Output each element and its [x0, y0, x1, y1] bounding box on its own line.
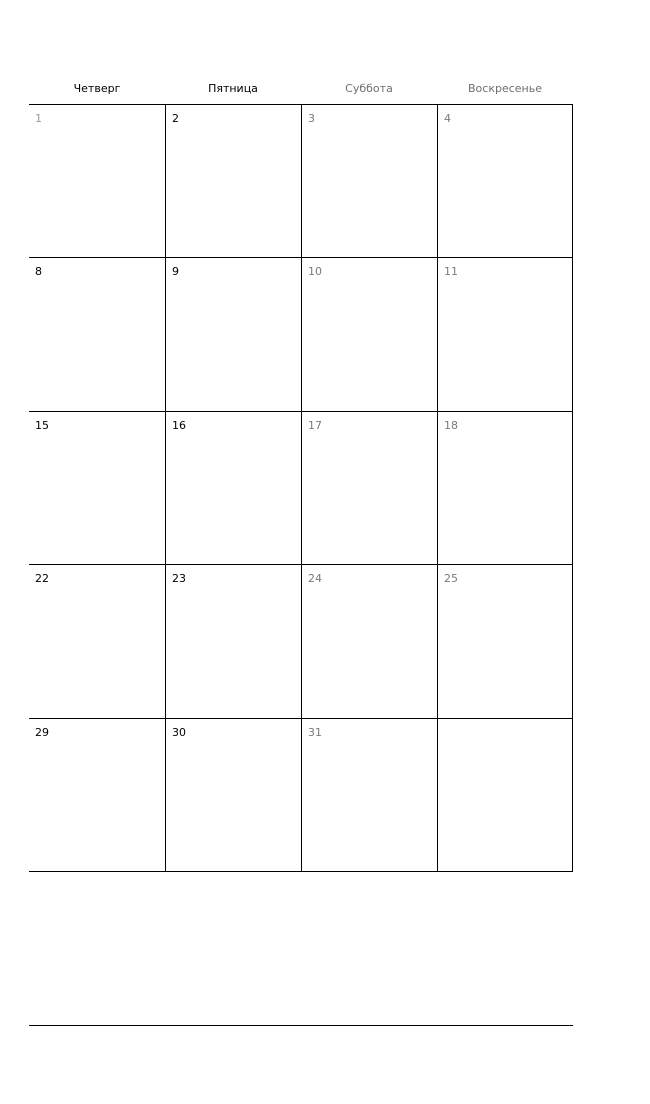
day-cell[interactable]: [301, 105, 437, 257]
day-cell[interactable]: [301, 565, 437, 717]
footer-divider: [29, 1025, 573, 1026]
day-number: 9: [172, 265, 179, 279]
day-number: 3: [308, 112, 315, 125]
day-cell[interactable]: [301, 412, 437, 564]
day-cell[interactable]: [437, 105, 573, 257]
day-number: 2: [172, 112, 179, 125]
day-number: 24: [308, 572, 322, 586]
weekday-thursday: Четверг: [73, 82, 121, 95]
day-number: 31: [308, 725, 322, 739]
week-row-1: [29, 105, 573, 258]
day-number: 25: [444, 572, 458, 586]
day-number: 1: [35, 112, 42, 125]
weekday-header: [29, 78, 573, 104]
day-cell[interactable]: [29, 258, 165, 410]
day-number: 8: [35, 265, 42, 279]
day-cell[interactable]: [301, 258, 437, 410]
calendar-grid: [29, 104, 573, 872]
day-number: 4: [444, 112, 451, 125]
weekday-friday: Пятница: [208, 82, 258, 95]
day-cell[interactable]: [165, 258, 301, 410]
day-number: 17: [308, 418, 322, 432]
day-cell[interactable]: [165, 565, 301, 717]
day-number: 29: [35, 725, 49, 739]
week-row-2: [29, 258, 573, 411]
day-cell[interactable]: [437, 258, 573, 410]
day-number: 22: [35, 572, 49, 586]
day-number: 23: [172, 572, 186, 586]
day-cell[interactable]: [165, 105, 301, 257]
day-cell[interactable]: [437, 565, 573, 717]
day-cell[interactable]: [29, 105, 165, 257]
day-cell[interactable]: [165, 719, 301, 871]
day-number: 18: [444, 418, 458, 432]
day-cell[interactable]: [29, 412, 165, 564]
day-cell[interactable]: [301, 719, 437, 871]
day-number: 16: [172, 418, 186, 432]
day-number: 30: [172, 725, 186, 739]
day-number: 11: [444, 265, 458, 279]
day-cell[interactable]: [437, 412, 573, 564]
day-number: 10: [308, 265, 322, 279]
week-row-3: [29, 412, 573, 565]
week-row-5: [29, 719, 573, 872]
day-cell[interactable]: [29, 565, 165, 717]
weekday-saturday: Суббота: [345, 82, 393, 95]
day-number: 15: [35, 418, 49, 432]
day-cell[interactable]: [437, 719, 573, 871]
day-cell[interactable]: [29, 719, 165, 871]
week-row-4: [29, 565, 573, 718]
day-cell[interactable]: [165, 412, 301, 564]
weekday-sunday: Воскресенье: [468, 82, 542, 95]
